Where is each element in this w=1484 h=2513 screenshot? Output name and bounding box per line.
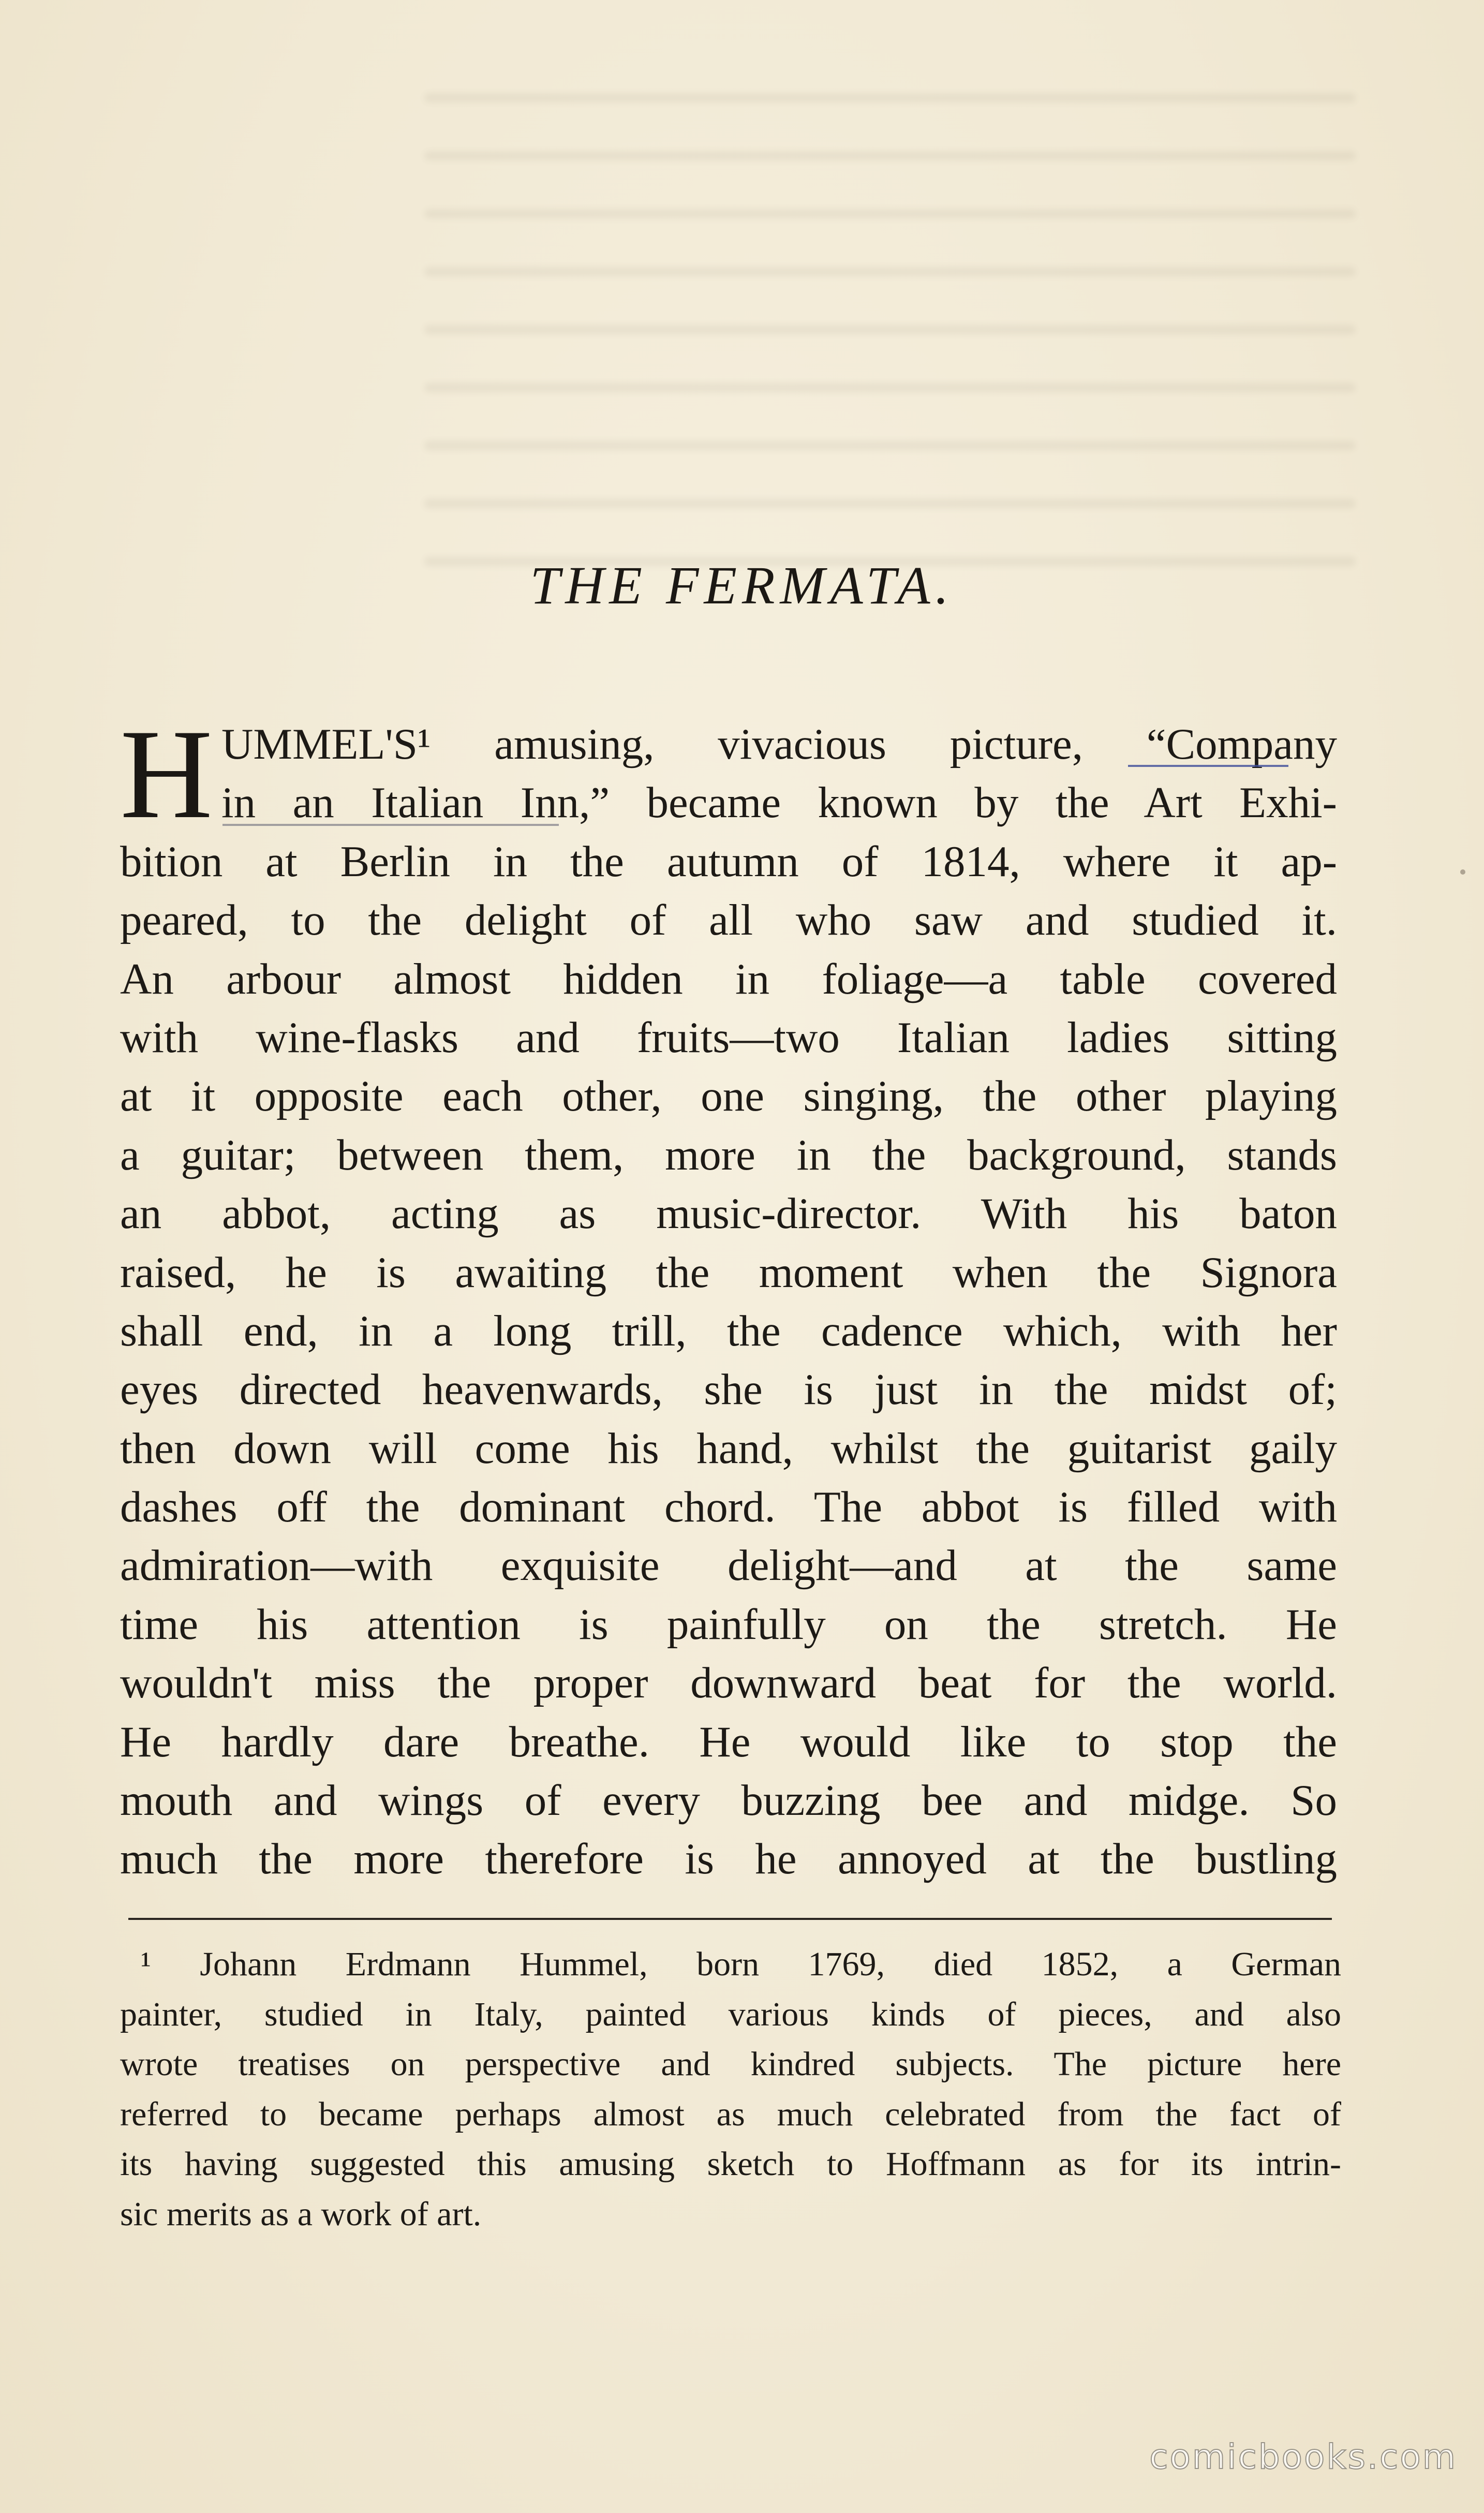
text-line: bition at Berlin in the autumn of 1814, where it ap-	[120, 837, 1337, 886]
text-line: dashes off the dominant chord. The abbot is filled with	[120, 1483, 1337, 1532]
text-line: an abbot, acting as music-director. With his baton	[120, 1189, 1337, 1238]
text-line: eyes directed heavenwards, she is just in the midst of;	[120, 1365, 1337, 1414]
footnote-line: wrote treatises on perspective and kindred subjects. The picture here	[120, 2045, 1341, 2083]
paper-speck	[1460, 869, 1465, 875]
text-line: wouldn't miss the proper downward beat for the world.	[120, 1659, 1337, 1708]
footnote-line: painter, studied in Italy, painted various kinds of pieces, and also	[120, 1995, 1341, 2033]
footnote-line: referred to became perhaps almost as much celebrated from the fact of	[120, 2095, 1341, 2133]
text-line: with wine-flasks and fruits—two Italian ladies sitting	[120, 1013, 1337, 1062]
text-line: UMMEL'S¹ amusing, vivacious picture, “Company	[221, 720, 1337, 768]
footnote	[120, 1940, 1341, 2239]
text-line: He hardly dare breathe. He would like to stop the	[120, 1717, 1337, 1766]
text-line: at it opposite each other, one singing, the other playing	[120, 1072, 1337, 1121]
pen-underline-mark	[1128, 765, 1288, 767]
text-line: then down will come his hand, whilst the guitarist gaily	[120, 1424, 1337, 1473]
text-line: raised, he is awaiting the moment when the Signora	[120, 1248, 1337, 1297]
footnote-line: sic merits as a work of art.	[120, 2195, 482, 2233]
text-line: mouth and wings of every buzzing bee and midge. So	[120, 1776, 1337, 1825]
footnote-line: ¹ Johann Erdmann Hummel, born 1769, died 1852, a German	[141, 1945, 1341, 1983]
footnote-line: its having suggested this amusing sketch to Hoffmann as for its intrin-	[120, 2145, 1341, 2183]
footnote-rule	[128, 1918, 1332, 1920]
chapter-title: THE FERMATA.	[530, 556, 954, 615]
watermark: comicbooks.com	[1149, 2437, 1457, 2477]
text-line: shall end, in a long trill, the cadence which, with her	[120, 1306, 1337, 1355]
text-line: a guitar; between them, more in the background, stands	[120, 1130, 1337, 1179]
drop-cap: H	[120, 703, 213, 845]
show-through-text	[424, 93, 1356, 600]
text-line: much the more therefore is he annoyed at the bustling	[120, 1835, 1337, 1884]
body-paragraph	[120, 703, 1337, 1889]
text-line: peared, to the delight of all who saw and studied it.	[120, 896, 1337, 945]
text-line: time his attention is painfully on the stretch. He	[120, 1600, 1337, 1649]
text-line: in an Italian Inn,” became known by the Art Exhi-	[221, 778, 1337, 827]
pen-underline-mark	[222, 824, 559, 826]
text-line: admiration—with exquisite delight—and at the same	[120, 1541, 1337, 1590]
text-line: An arbour almost hidden in foliage—a table covered	[120, 954, 1337, 1003]
